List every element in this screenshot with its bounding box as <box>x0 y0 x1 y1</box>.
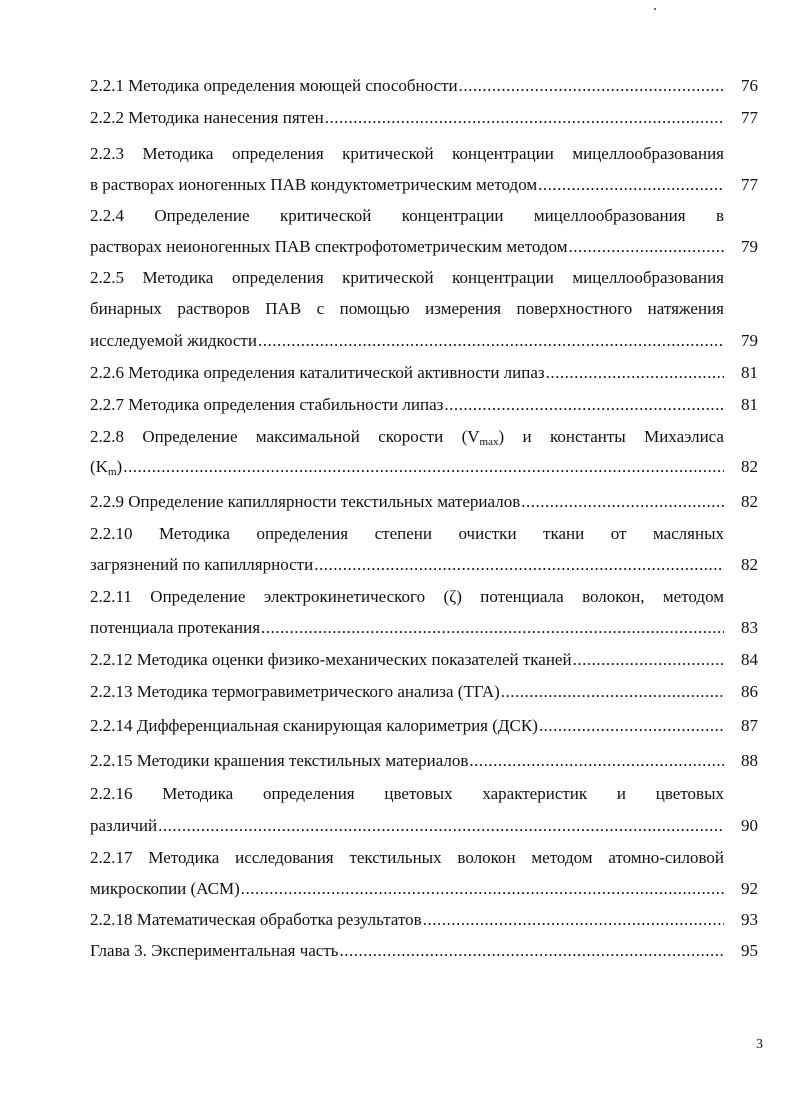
toc-entry-2-2-15 <box>90 748 724 774</box>
scan-speck <box>654 8 656 10</box>
toc-entry-title: загрязнений по капиллярности <box>90 555 314 574</box>
toc-entry-2-2-3-line1: 2.2.3 Методика определения критической концентрации мицеллообразования <box>90 144 724 163</box>
toc-page-number: 90 <box>741 816 758 835</box>
toc-entry-2-2-17-line1: 2.2.17 Методика исследования текстильных волокон методом атомно-силовой <box>90 848 724 867</box>
toc-page-number: 82 <box>741 457 758 476</box>
toc-page-number: 82 <box>741 492 758 511</box>
toc-entry-2-2-11-line2 <box>90 615 724 641</box>
toc-entry-title: 2.2.9 Определение капиллярности текстильных материалов <box>90 492 521 511</box>
dot-leader <box>538 172 724 198</box>
dot-leader <box>459 73 724 99</box>
dot-leader <box>261 615 724 641</box>
toc-entry-2-2-6 <box>90 360 724 386</box>
dot-leader <box>469 748 724 774</box>
toc-page-number: 86 <box>741 682 758 701</box>
toc-page-number: 79 <box>741 331 758 350</box>
toc-entry-2-2-16-line1: 2.2.16 Методика определения цветовых характеристик и цветовых <box>90 784 724 803</box>
toc-entry-title: потенциала протекания <box>90 618 261 637</box>
toc-entry-2-2-3-line2 <box>90 172 724 198</box>
toc-entry-title: 2.2.7 Методика определения стабильности липаз <box>90 395 444 414</box>
toc-entry-title: растворах неионогенных ПАВ спектрофотометрическим методом <box>90 237 568 256</box>
dot-leader <box>521 489 724 515</box>
toc-entry-title: 2.2.12 Методика оценки физико-механических показателей тканей <box>90 650 572 669</box>
toc-entry-title: 2.2.14 Дифференциальная сканирующая калориметрия (ДСК) <box>90 716 538 735</box>
dot-leader <box>340 938 724 964</box>
toc-page-number: 95 <box>741 941 758 960</box>
dot-leader <box>568 234 724 260</box>
toc-entry-title: 2.2.15 Методики крашения текстильных материалов <box>90 751 469 770</box>
dot-leader <box>158 813 724 839</box>
dot-leader <box>325 105 724 131</box>
toc-page-number: 77 <box>741 175 758 194</box>
toc-entry-2-2-12 <box>90 647 724 673</box>
toc-entry-title: в растворах ионогенных ПАВ кондуктометрическим методом <box>90 175 538 194</box>
toc-page-number: 81 <box>741 363 758 382</box>
toc-entry-2-2-5-line3 <box>90 328 724 354</box>
toc-entry-2-2-11-line1: 2.2.11 Определение электрокинетического (ζ) потенциала волокон, методом <box>90 587 724 606</box>
toc-entry-2-2-1 <box>90 73 724 99</box>
toc-text: ) и константы Михаэлиса <box>498 427 724 446</box>
toc-page-number: 79 <box>741 237 758 256</box>
toc-page-number: 87 <box>741 716 758 735</box>
toc-page-number: 83 <box>741 618 758 637</box>
toc-entry-title: 2.2.18 Математическая обработка результатов <box>90 910 422 929</box>
dot-leader <box>314 552 724 578</box>
toc-entry-title: 2.2.1 Методика определения моющей способности <box>90 76 458 95</box>
subscript: max <box>479 436 499 448</box>
toc-entry-2-2-8-line2 <box>90 454 724 480</box>
toc-entry-2-2-4-line2 <box>90 234 724 260</box>
dot-leader <box>573 647 724 673</box>
toc-entry-title: 2.2.13 Методика термогравиметрического анализа (ТГА) <box>90 682 500 701</box>
dot-leader <box>539 713 724 739</box>
dot-leader <box>444 392 724 418</box>
toc-entry-title: различий <box>90 816 158 835</box>
toc-page-number: 81 <box>741 395 758 414</box>
toc-entry-2-2-10-line1: 2.2.10 Методика определения степени очистки ткани от масляных <box>90 524 724 543</box>
dot-leader <box>241 876 724 902</box>
toc-entry-2-2-14 <box>90 713 724 739</box>
toc-entry-title: исследуемой жидкости <box>90 331 257 350</box>
toc-entry-2-2-18 <box>90 907 724 933</box>
toc-entry-2-2-8-line1 <box>90 424 724 450</box>
toc-entry-title: 2.2.6 Методика определения каталитической активности липаз <box>90 363 545 382</box>
toc-entry-2-2-5-line2: бинарных растворов ПАВ с помощью измерения поверхностного натяжения <box>90 299 724 318</box>
toc-entry-title: микроскопии (АСМ) <box>90 879 240 898</box>
dot-leader <box>123 454 724 480</box>
toc-entry-2-2-7 <box>90 392 724 418</box>
toc-entry-2-2-2 <box>90 105 724 131</box>
dot-leader <box>501 679 724 705</box>
toc-entry-title: 2.2.2 Методика нанесения пятен <box>90 108 324 127</box>
toc-page-number: 76 <box>741 76 758 95</box>
toc-entry-2-2-9 <box>90 489 724 515</box>
toc-entry-2-2-16-line2 <box>90 813 724 839</box>
toc-entry-title: Глава 3. Экспериментальная часть <box>90 941 339 960</box>
toc-entry-2-2-5-line1: 2.2.5 Методика определения критической концентрации мицеллообразования <box>90 268 724 287</box>
toc-text: ) <box>116 457 123 476</box>
toc-entry-2-2-13 <box>90 679 724 705</box>
toc-page-number: 77 <box>741 108 758 127</box>
dot-leader <box>423 907 724 933</box>
toc-entry-2-2-10-line2 <box>90 552 724 578</box>
toc-entry-2-2-4-line1: 2.2.4 Определение критической концентрации мицеллообразования в <box>90 206 724 225</box>
page-number: 3 <box>756 1037 763 1052</box>
toc-page-number: 82 <box>741 555 758 574</box>
dot-leader <box>546 360 724 386</box>
dot-leader <box>258 328 724 354</box>
toc-entry-title <box>90 454 122 480</box>
toc-page-number: 84 <box>741 650 758 669</box>
toc-text: (K <box>90 457 108 476</box>
toc-page-number: 93 <box>741 910 758 929</box>
toc-entry-chapter-3 <box>90 938 724 964</box>
subscript: m <box>107 466 117 478</box>
toc-entry-2-2-17-line2 <box>90 876 724 902</box>
toc-page-number: 88 <box>741 751 758 770</box>
toc-page-number: 92 <box>741 879 758 898</box>
toc-text: 2.2.8 Определение максимальной скорости (V <box>90 427 480 446</box>
